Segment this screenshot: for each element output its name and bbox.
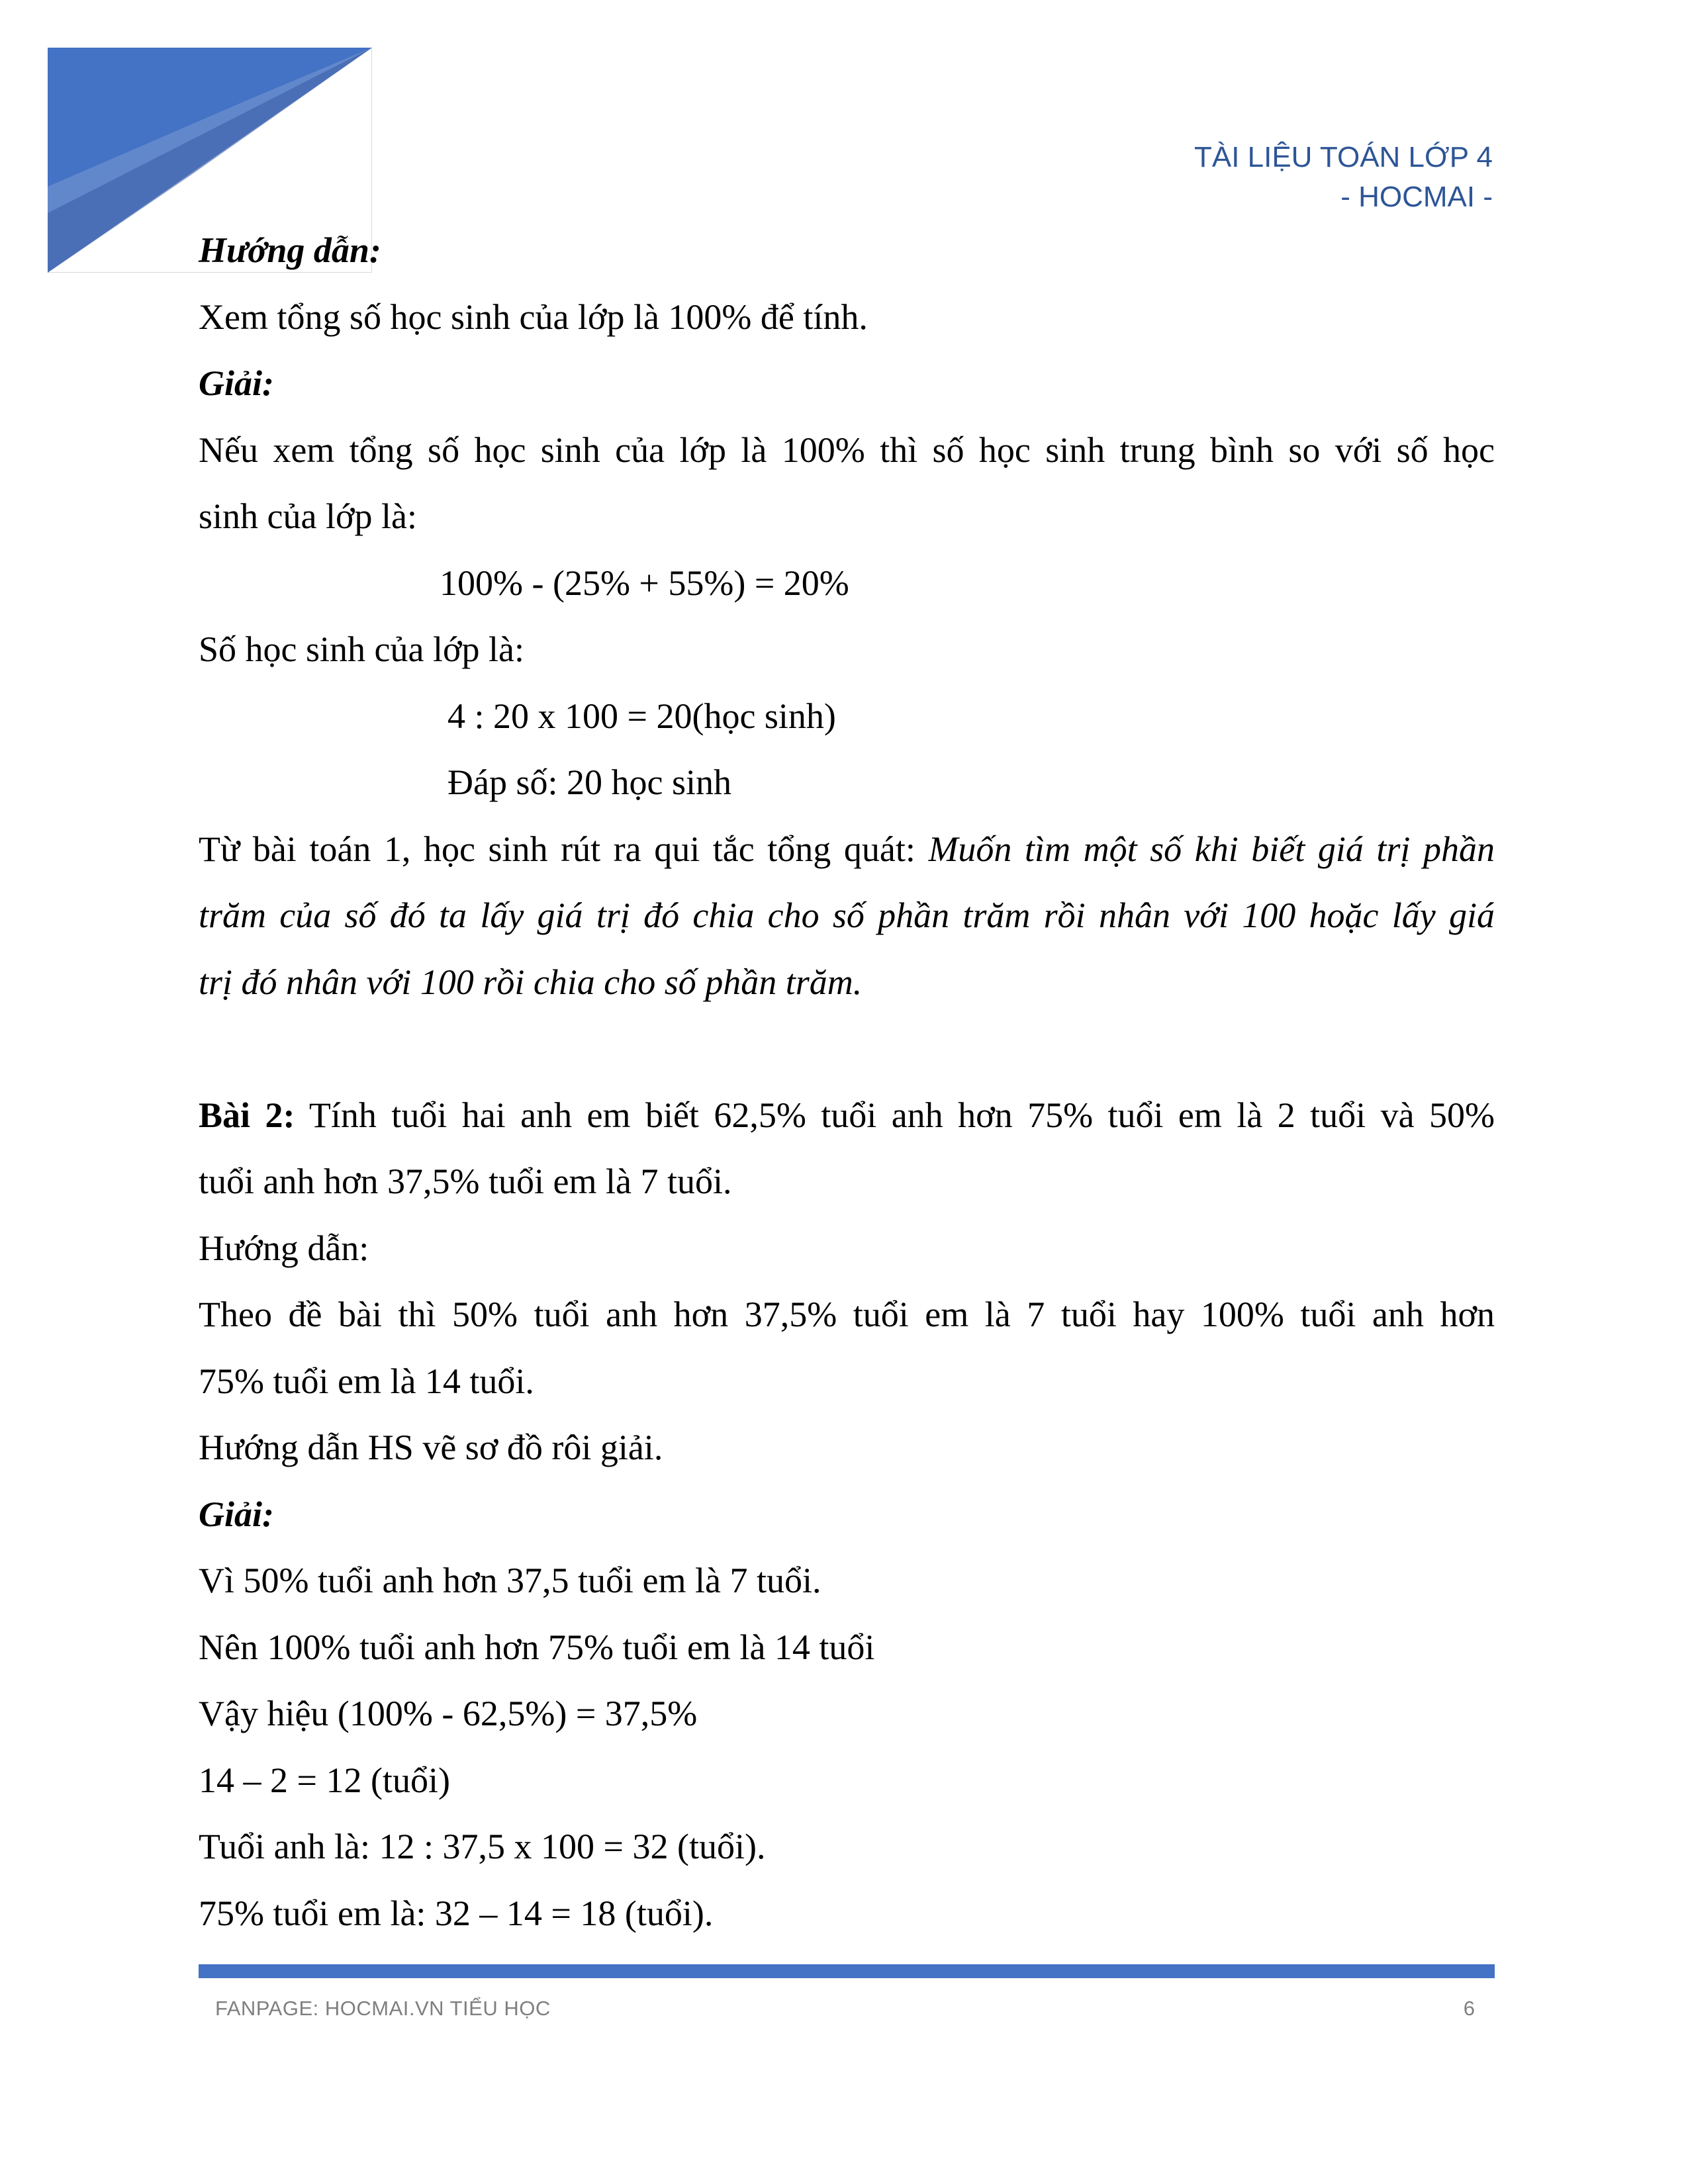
rule-line-2: trăm của số đó ta lấy giá trị đó chia cho số phần trăm rồi nhân với 100 hoặc lấy giá xyxy=(199,895,1495,935)
header-title: TÀI LIỆU TOÁN LỚP 4 xyxy=(1194,141,1493,173)
solution-1-line-2: sinh của lớp là: xyxy=(199,496,417,536)
page-header xyxy=(1194,138,1493,217)
exercise-2-line-1 xyxy=(199,1082,1495,1149)
guide-heading-1: Hướng dẫn: xyxy=(199,230,381,270)
header-subtitle: - HOCMAI - xyxy=(1340,181,1493,213)
solution-2-line-2: Nên 100% tuổi anh hơn 75% tuổi em là 14 tuổi xyxy=(199,1627,875,1667)
document-body xyxy=(199,217,1495,1946)
exercise-2-label: Bài 2: xyxy=(199,1095,295,1135)
solution-heading-1: Giải: xyxy=(199,363,274,403)
rule-italic-1: Muốn tìm một số khi biết giá trị phần xyxy=(928,829,1495,869)
rule-prefix: Từ bài toán 1, học sinh rút ra qui tắc tổng quát: xyxy=(199,829,929,869)
footer-fanpage: FANPAGE: HOCMAI.VN TIỂU HỌC xyxy=(215,1997,551,2020)
solution-2-line-5: Tuổi anh là: 12 : 37,5 x 100 = 32 (tuổi). xyxy=(199,1827,766,1866)
solution-2-line-6: 75% tuổi em là: 32 – 14 = 18 (tuổi). xyxy=(199,1893,714,1933)
solution-1-line-1: Nếu xem tổng số học sinh của lớp là 100% thì số học sinh trung bình so với số học xyxy=(199,430,1495,470)
guide-heading-2: Hướng dẫn: xyxy=(199,1228,369,1268)
solution-2-line-4: 14 – 2 = 12 (tuổi) xyxy=(199,1760,450,1800)
rule-line-1 xyxy=(199,816,1495,883)
calculation-2: 4 : 20 x 100 = 20(học sinh) xyxy=(447,696,836,736)
guide-text-1: Xem tổng số học sinh của lớp là 100% để tính. xyxy=(199,296,868,337)
calculation-1: 100% - (25% + 55%) = 20% xyxy=(440,563,849,603)
exercise-2-line-2: tuổi anh hơn 37,5% tuổi em là 7 tuổi. xyxy=(199,1161,732,1201)
solution-2-line-1: Vì 50% tuổi anh hơn 37,5 tuổi em là 7 tuổi. xyxy=(199,1561,821,1600)
rule-line-3: trị đó nhân với 100 rồi chia cho số phần trăm. xyxy=(199,962,863,1002)
solution-2-line-3: Vậy hiệu (100% - 62,5%) = 37,5% xyxy=(199,1694,698,1733)
solution-heading-2: Giải: xyxy=(199,1494,274,1534)
guide-2-line-3: Hướng dẫn HS vẽ sơ đồ rôi giải. xyxy=(199,1428,663,1467)
exercise-2-text: Tính tuổi hai anh em biết 62,5% tuổi anh hơn 75% tuổi em là 2 tuổi và 50% xyxy=(295,1095,1495,1135)
spacer xyxy=(199,1015,1495,1082)
guide-2-line-2: 75% tuổi em là 14 tuổi. xyxy=(199,1361,534,1401)
guide-2-line-1: Theo đề bài thì 50% tuổi anh hơn 37,5% tuổi em là 7 tuổi hay 100% tuổi anh hơn xyxy=(199,1295,1495,1334)
footer-divider xyxy=(199,1964,1495,1978)
page-number: 6 xyxy=(1463,1997,1475,2020)
answer-1: Đáp số: 20 học sinh xyxy=(447,762,731,802)
class-size-label: Số học sinh của lớp là: xyxy=(199,629,524,669)
